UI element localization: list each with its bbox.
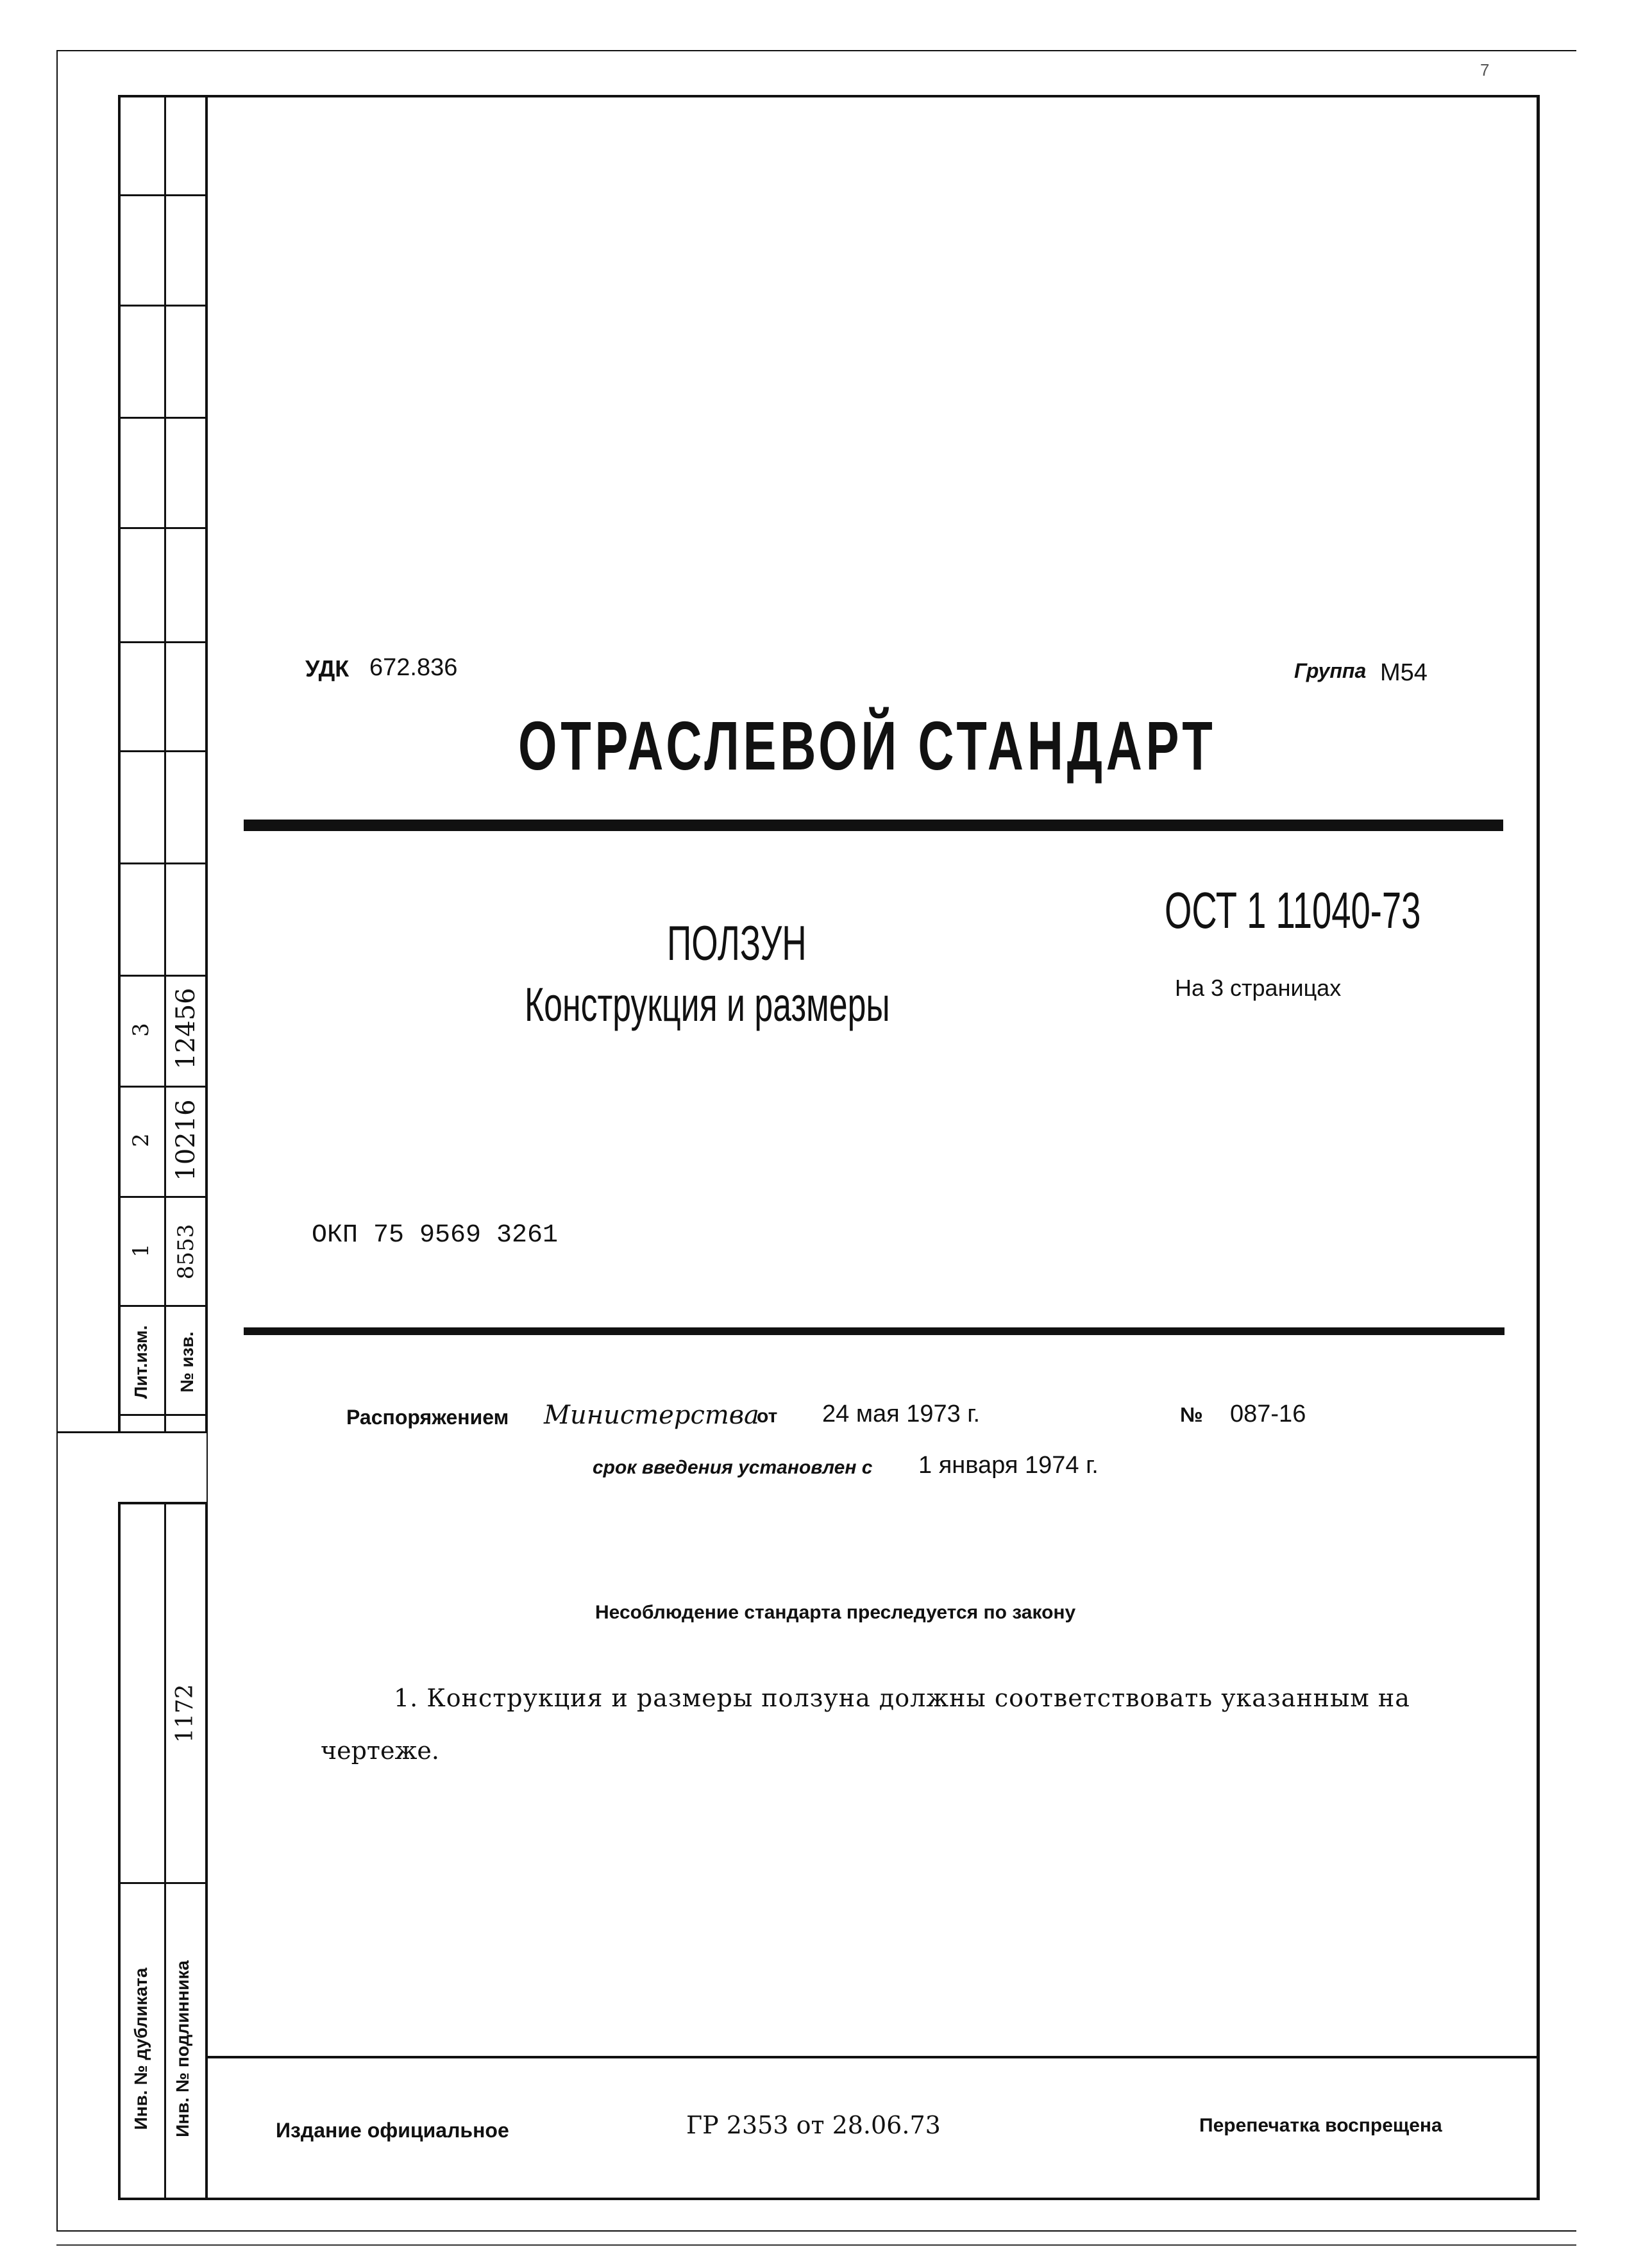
- stamp-row-line: [118, 1414, 206, 1416]
- standard-title: [518, 705, 1243, 795]
- thick-rule-bottom: [244, 1327, 1504, 1335]
- decree-authority: Министерства: [544, 1401, 759, 1430]
- stamp-row-line: [118, 1882, 206, 1884]
- clause-1-line-2: чертеже.: [321, 1737, 439, 1765]
- decree-number-label: №: [1180, 1403, 1203, 1426]
- group-label: Группа: [1294, 659, 1367, 682]
- effective-date: 1 января 1974 г.: [918, 1452, 1099, 1479]
- stamp-row-line: [118, 1196, 206, 1198]
- stamp-row-line: [118, 417, 206, 419]
- outer-top-border: [56, 50, 1576, 51]
- revision-lit-1: 1: [128, 1243, 154, 1258]
- decree-label: Распоряжением: [346, 1406, 509, 1429]
- inv-dup-label: Инв. № дубликата: [131, 1967, 151, 2130]
- stamp-row-line: [118, 1305, 206, 1307]
- revision-lit-3: 3: [128, 1023, 154, 1037]
- footer-separator: [205, 2056, 1539, 2058]
- pages-note: На 3 страницах: [1175, 975, 1342, 1001]
- inner-top-border: [118, 95, 1539, 97]
- standard-number: ОСТ 1 11040-73: [1165, 882, 1421, 939]
- page-bottom-edge: [56, 2244, 1576, 2246]
- inv-orig-label: Инв. № подлинника: [173, 1960, 192, 2137]
- stamp-row-line: [118, 862, 206, 864]
- inner-right-border: [1537, 95, 1540, 2200]
- thick-rule-top: [244, 820, 1503, 831]
- effective-label: срок введения установлен с: [593, 1457, 873, 1478]
- product-subtitle: Конструкция и размеры: [525, 978, 890, 1031]
- stamp-row-line: [118, 750, 206, 752]
- product-name: ПОЛЗУН: [667, 916, 807, 971]
- outer-bottom-border: [56, 2230, 1576, 2232]
- edition-note: Издание официальное: [276, 2119, 509, 2142]
- decree-date: 24 мая 1973 г.: [822, 1401, 981, 1427]
- revision-izv-1: 8553: [173, 1224, 199, 1280]
- corner-mark: 7: [1480, 60, 1490, 80]
- registration-number: ГР 2353 от 28.06.73: [686, 2111, 941, 2139]
- decree-from: от: [757, 1406, 778, 1427]
- group-value: М54: [1380, 659, 1428, 686]
- izv-label: № изв.: [177, 1331, 197, 1393]
- lit-izm-label: Лит.изм.: [131, 1325, 151, 1399]
- stamp-block-top: [56, 1431, 206, 1433]
- stamp-row-line: [118, 527, 206, 529]
- inv-orig-value: 1172: [172, 1684, 198, 1743]
- stamp-row-line: [118, 305, 206, 307]
- stamp-gap: [115, 1431, 206, 1502]
- decree-number: 087-16: [1230, 1401, 1306, 1427]
- reprint-notice: Перепечатка воспрещена: [1199, 2115, 1442, 2136]
- revision-lit-2: 2: [128, 1133, 154, 1147]
- stamp-row-line: [118, 975, 206, 977]
- revision-izv-3: 12456: [171, 988, 201, 1070]
- stamp-block-top: [118, 1502, 206, 1504]
- stamp-row-line: [118, 641, 206, 643]
- stamp-row-line: [118, 194, 206, 196]
- revision-izv-2: 10216: [171, 1099, 201, 1181]
- outer-left-border: [56, 50, 58, 2232]
- udk-value: 672.836: [369, 654, 458, 681]
- udk-label: УДК: [305, 655, 350, 682]
- standard-title-text: ОТРАСЛЕВОЙ СТАНДАРТ: [518, 707, 1217, 784]
- law-notice: Несоблюдение стандарта преследуется по закону: [595, 1602, 1076, 1623]
- stamp-row-line: [118, 1086, 206, 1088]
- okp-code: ОКП 75 9569 3261: [312, 1221, 559, 1250]
- clause-1-line-1: 1. Конструкция и размеры ползуна должны соответствовать указанным на: [394, 1684, 1410, 1712]
- inner-bottom-border: [118, 2198, 1540, 2200]
